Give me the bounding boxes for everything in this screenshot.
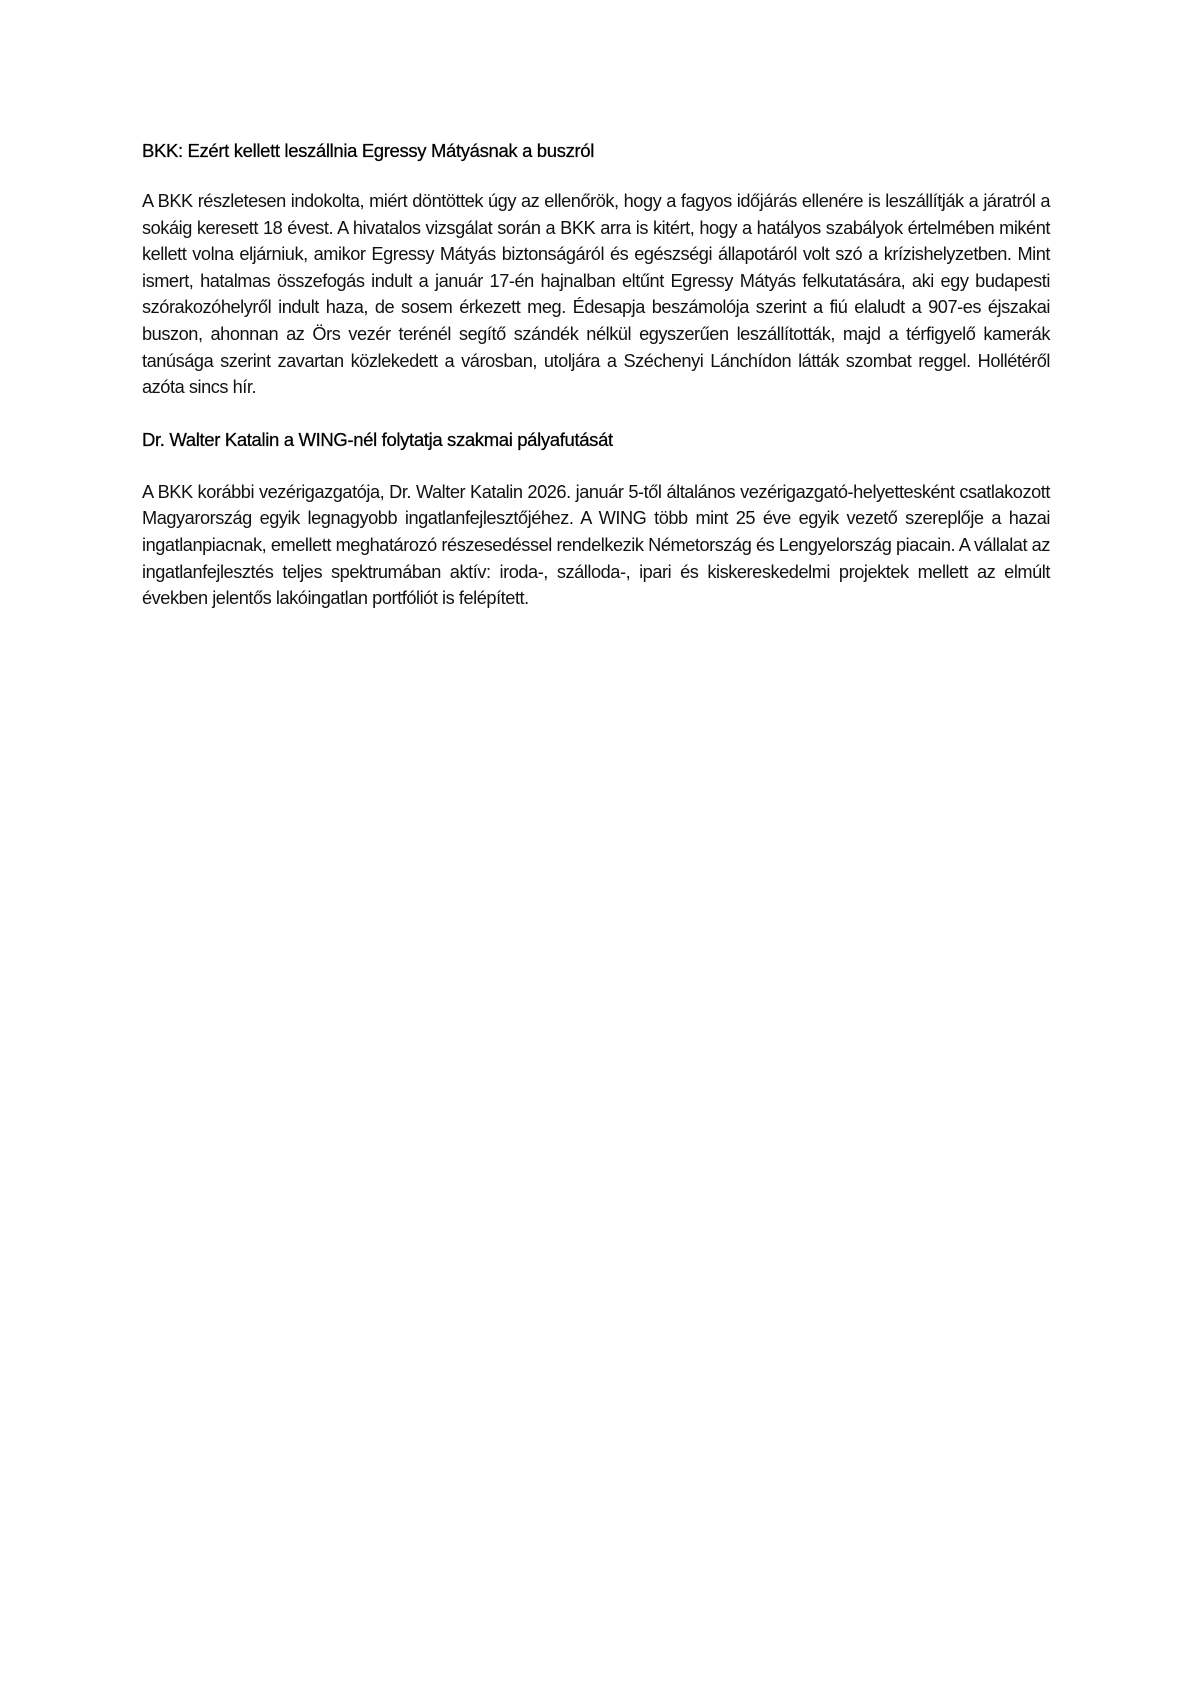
article-heading-walter-wing: Dr. Walter Katalin a WING-nél folytatja szakmai pályafutását xyxy=(142,428,613,450)
document-page xyxy=(142,138,1050,612)
article-body-bkk-egressy: A BKK részletesen indokolta, miért döntöttek úgy az ellenőrök, hogy a fagyos időjárás ellenére is leszállítják a járatról a sokáig keresett 18 évest. A hivatalos vizsgálat során a BKK arra is kitért, hogy a hatályos szabályok értelmében miként kellett volna eljárniuk, amikor Egressy Mátyás biztonságáról és egészségi állapotáról volt szó a krízishelyzetben. Mint ismert, hatalmas összefogás indult a január 17-én hajnalban eltűnt Egressy Mátyás felkutatására, aki egy budapesti szórakozóhelyről indult haza, de sosem érkezett meg. Édesapja beszámolója szerint a fiú elaludt a 907-es éjszakai buszon, ahonnan az Örs vezér terénél segítő szándék nélkül egyszerűen leszállították, majd a térfigyelő kamerák tanúsága szerint zavartan közlekedett a városban, utoljára a Széchenyi Lánchídon látták szombat reggel. Hollétéről azóta sincs hír. xyxy=(142,191,1050,398)
article-body-walter-wing: A BKK korábbi vezérigazgatója, Dr. Walter Katalin 2026. január 5-től általános vezérigazgató-helyettesként csatlakozott Magyarország egyik legnagyobb ingatlanfejlesztőjéhez. A WING több mint 25 éve egyik vezető szereplője a hazai ingatlanpiacnak, emellett meghatározó részesedéssel rendelkezik Németország és Lengyelország piacain. A vállalat az ingatlanfejlesztés teljes spektrumában aktív: iroda-, szálloda-, ipari és kiskereskedelmi projektek mellett az elmúlt években jelentős lakóingatlan portfóliót is felépített. xyxy=(142,481,1050,609)
article-heading-bkk-egressy: BKK: Ezért kellett leszállnia Egressy Mátyásnak a buszról xyxy=(142,140,594,161)
